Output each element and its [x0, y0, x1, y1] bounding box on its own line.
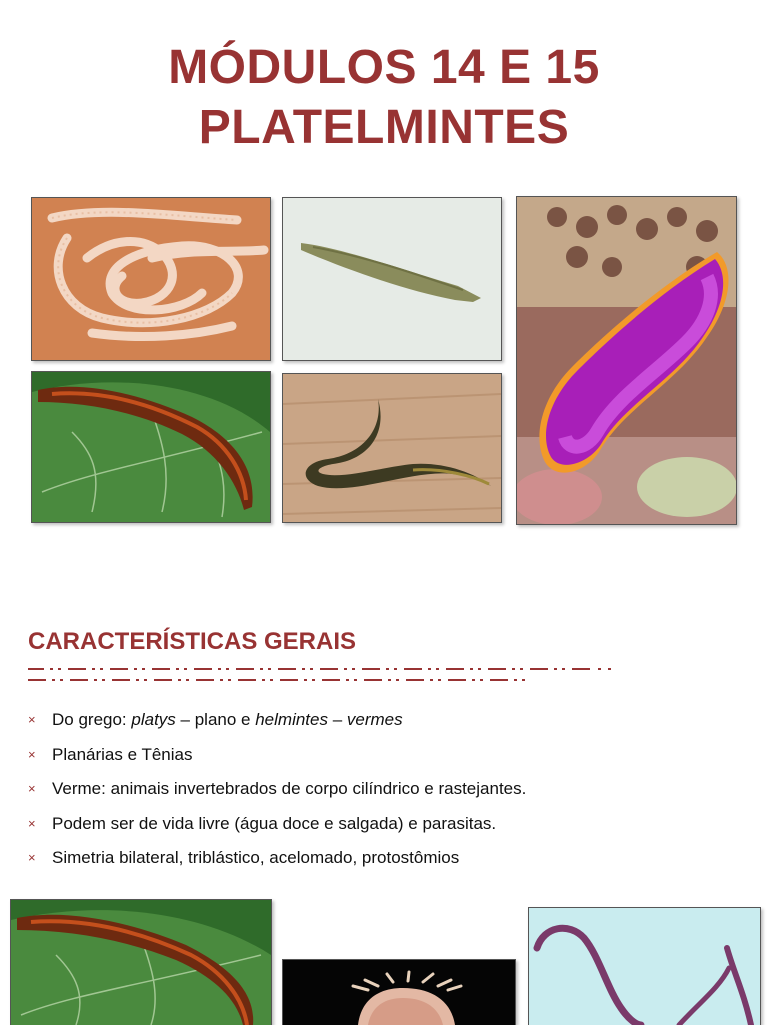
bullet-italic-term: helmintes: [255, 710, 328, 729]
bullet-item: [28, 848, 526, 883]
photo-marine-flatworm: [516, 196, 737, 525]
bullet-x-icon: ×: [28, 781, 36, 796]
bullet-text: [52, 710, 403, 730]
bullet-text: [52, 745, 193, 765]
bullet-item: [28, 779, 526, 814]
photo-tapeworm-scolex: [282, 959, 516, 1025]
photo-land-planarian-leaf-2: [10, 899, 272, 1025]
bullet-item: [28, 814, 526, 849]
bullet-item: [28, 745, 526, 780]
title-line-1: MÓDULOS 14 E 15: [168, 41, 600, 94]
photo-dark-planarian: [282, 373, 502, 523]
bullet-italic-term: platys: [131, 710, 176, 729]
photo-tapeworm: [31, 197, 271, 361]
bullet-text-segment: – plano e: [175, 710, 256, 729]
characteristics-list: [28, 710, 526, 883]
slide-characteristics: [0, 600, 768, 1024]
bullet-x-icon: ×: [28, 746, 36, 762]
bullet-italic-term: vermes: [346, 710, 403, 729]
bullet-text-segment: Podem ser de vida livre (água doce e salgada) e parasitas.: [52, 813, 497, 833]
photo-parasite-worm: [528, 907, 761, 1025]
bullet-x-icon: ×: [28, 712, 36, 727]
bullet-item: [28, 710, 526, 745]
bullet-x-icon: ×: [28, 815, 36, 831]
bullet-text-segment: Verme: animais invertebrados de corpo cilíndrico e rastejantes.: [52, 779, 527, 798]
photo-planarian: [282, 197, 502, 361]
page-title: [0, 38, 768, 158]
bullet-text: [52, 814, 496, 834]
decorative-dash-divider: [28, 666, 628, 686]
bullet-text-segment: Simetria bilateral, triblástico, acelomado, protostômios: [52, 848, 460, 867]
section-heading: CARACTERÍSTICAS GERAIS: [28, 628, 357, 655]
bullet-text: [52, 848, 459, 868]
bullet-text: [52, 779, 526, 799]
bullet-text-segment: –: [327, 710, 347, 729]
title-line-2: PLATELMINTES: [198, 101, 570, 154]
bullet-x-icon: ×: [28, 850, 36, 865]
bullet-text-segment: Do grego:: [52, 710, 132, 729]
bullet-text-segment: Planárias e Tênias: [52, 744, 193, 764]
photo-land-planarian-leaf: [31, 371, 271, 523]
